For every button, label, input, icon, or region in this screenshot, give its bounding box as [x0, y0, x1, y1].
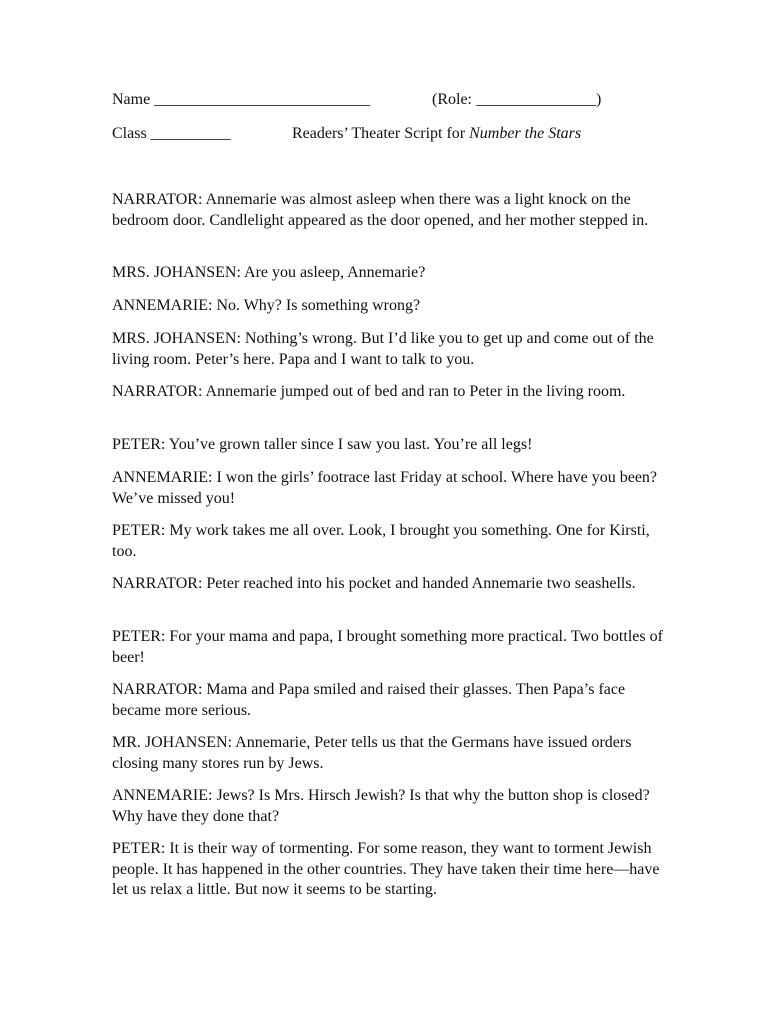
script-paragraph: PETER: My work takes me all over. Look, I brought you something. One for Kirsti, too.	[112, 522, 650, 560]
script-paragraph: PETER: You’ve grown taller since I saw you last. You’re all legs!	[112, 436, 533, 453]
script-paragraph: PETER: It is their way of tormenting. For some reason, they want to torment Jewish people. It has happened in the other countries. They have taken their time here—have let us relax a little. But now it seems to be starting.	[112, 840, 660, 898]
script-paragraph: NARRATOR: Annemarie jumped out of bed and ran to Peter in the living room.	[112, 383, 626, 400]
script-paragraph: ANNEMARIE: Jews? Is Mrs. Hirsch Jewish? Is that why the button shop is closed? Why have they done that?	[112, 787, 650, 825]
name-field-label: Name ___________________________	[112, 91, 371, 108]
script-paragraph: NARRATOR: Annemarie was almost asleep when there was a light knock on the bedroom door. Candlelight appeared as the door opened, and her mother stepped in.	[112, 191, 649, 229]
role-field-label: (Role: _______________)	[432, 91, 602, 108]
script-paragraph: PETER: For your mama and papa, I brought something more practical. Two bottles of beer!	[112, 628, 663, 666]
script-paragraph: MR. JOHANSEN: Annemarie, Peter tells us that the Germans have issued orders closing many stores run by Jews.	[112, 734, 632, 772]
book-title: Number the Stars	[469, 125, 582, 142]
script-paragraph: MRS. JOHANSEN: Are you asleep, Annemarie?	[112, 264, 426, 281]
script-paragraph: MRS. JOHANSEN: Nothing’s wrong. But I’d like you to get up and come out of the living room. Peter’s here. Papa and I want to talk to you.	[112, 330, 654, 368]
class-field-label: Class __________	[112, 125, 231, 142]
script-paragraph: NARRATOR: Peter reached into his pocket and handed Annemarie two seashells.	[112, 575, 636, 592]
script-paragraph: ANNEMARIE: No. Why? Is something wrong?	[112, 297, 421, 314]
script-paragraph: NARRATOR: Mama and Papa smiled and raised their glasses. Then Papa’s face became more serious.	[112, 681, 626, 719]
script-title-prefix: Readers’ Theater Script for	[292, 125, 470, 142]
script-title	[292, 124, 581, 144]
script-paragraph: ANNEMARIE: I won the girls’ footrace last Friday at school. Where have you been? We’ve missed you!	[112, 469, 658, 507]
